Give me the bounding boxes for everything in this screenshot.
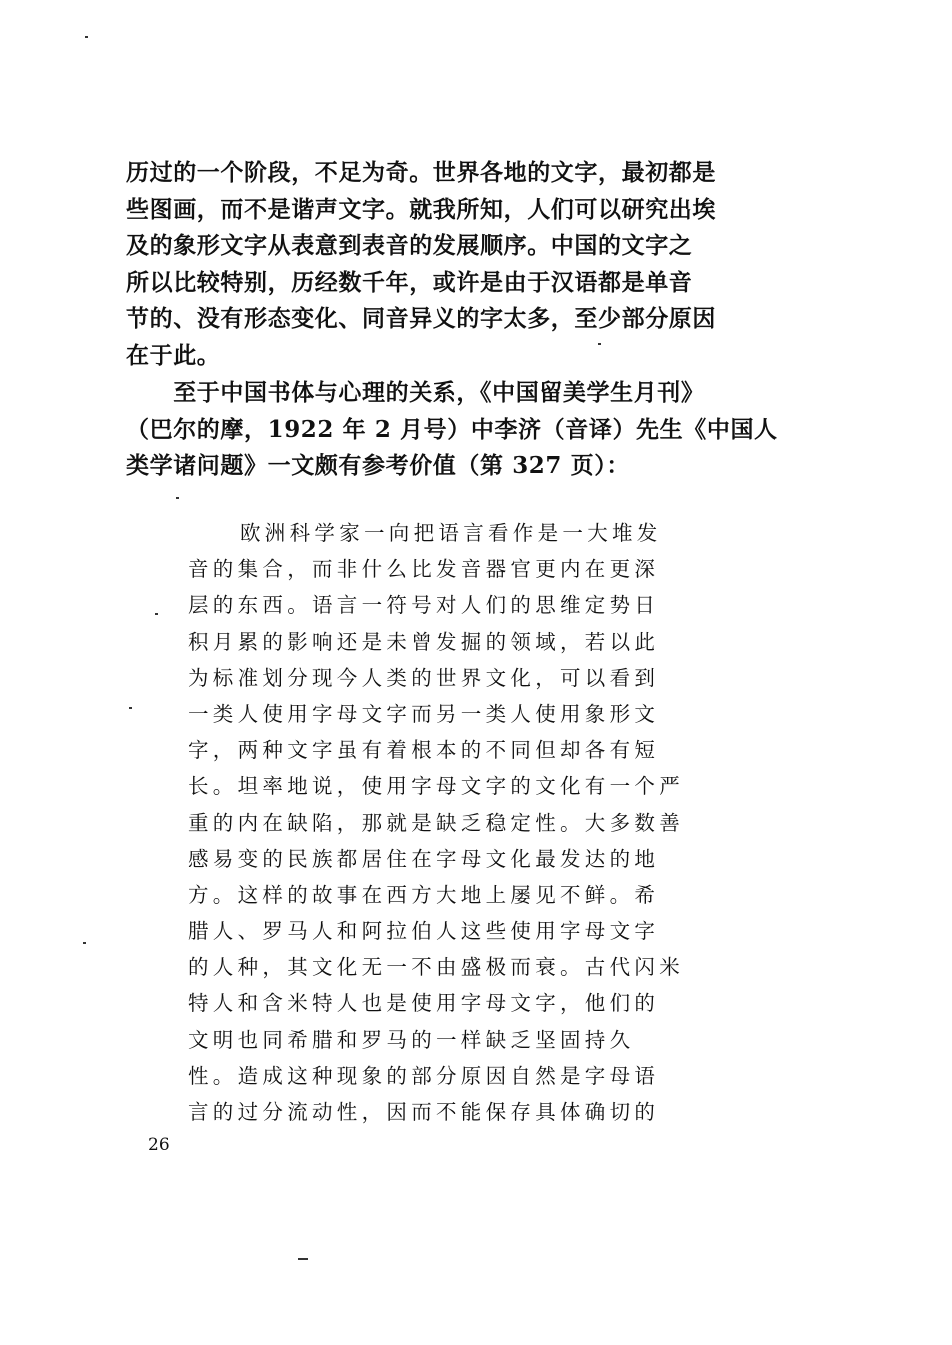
quote-line: 字，两种文字虽有着根本的不同但却各有短 <box>188 738 660 763</box>
body-paragraph-2 <box>126 375 778 485</box>
quote-line: 特人和含米特人也是使用字母文字，他们的 <box>188 991 660 1016</box>
text-line: 在于此。 <box>126 341 221 369</box>
quote-line: 一类人使用字母文字而另一类人使用象形文 <box>188 701 660 726</box>
quote-line: 言的过分流动性，因而不能保存具体确切的 <box>188 1100 660 1124</box>
quote-line: 的人种，其文化无一不由盛极而衰。古代闪米 <box>188 955 684 980</box>
text-line: 至于中国书体与心理的关系，《中国留美学生月刊》 <box>126 379 705 406</box>
quote-line: 欧洲科学家一向把语言看作是一大堆发 <box>240 521 662 545</box>
body-paragraph-1 <box>126 155 766 374</box>
quote-line: 音的集合，而非什么比发音器官更内在更深 <box>188 557 660 582</box>
scan-speck <box>298 1258 308 1260</box>
text-line: 些图画，而不是谐声文字。就我所知，人们可以研究出埃 <box>126 195 716 223</box>
scan-speck <box>83 942 86 944</box>
scan-speck <box>176 497 179 499</box>
block-quote <box>188 515 708 1130</box>
quote-line: 方。这样的故事在西方大地上屡见不鲜。希 <box>188 882 660 907</box>
scan-speck <box>129 707 132 709</box>
quote-line: 感易变的民族都居住在字母文化最发达的地 <box>188 846 660 871</box>
text-line: 及的象形文字从表意到表音的发展顺序。中国的文字之 <box>126 232 693 259</box>
quote-line: 文明也同希腊和罗马的一样缺乏坚固持久 <box>188 1027 635 1052</box>
quote-line: 层的东西。语言一符号对人们的思维定势日 <box>188 593 660 618</box>
text-line: （巴尔的摩，1922 年 2 月号）中李济（音译）先生《中国人 <box>126 415 778 443</box>
quote-line: 积月累的影响还是未曾发掘的领域，若以此 <box>188 629 660 654</box>
text-line: 历过的一个阶段，不足为奇。世界各地的文字，最初都是 <box>126 159 716 186</box>
scan-speck <box>85 36 88 38</box>
scan-speck <box>155 613 158 615</box>
page-number: 26 <box>148 1135 170 1155</box>
quote-line: 为标准划分现今人类的世界文化，可以看到 <box>188 665 660 690</box>
quote-line: 重的内在缺陷，那就是缺乏稳定性。大多数善 <box>188 810 684 835</box>
text-line: 类学诸问题》一文颇有参考价值（第 327 页）： <box>126 452 630 479</box>
scan-speck <box>598 343 601 345</box>
text-line: 节的、没有形态变化、同音异义的字太多，至少部分原因 <box>126 305 716 332</box>
text-line: 所以比较特别，历经数千年，或许是由于汉语都是单音 <box>126 268 693 296</box>
quote-line: 腊人、罗马人和阿拉伯人这些使用字母文字 <box>188 919 660 944</box>
quote-line: 长。坦率地说，使用字母文字的文化有一个严 <box>188 774 684 799</box>
quote-line: 性。造成这种现象的部分原因自然是字母语 <box>188 1063 660 1088</box>
